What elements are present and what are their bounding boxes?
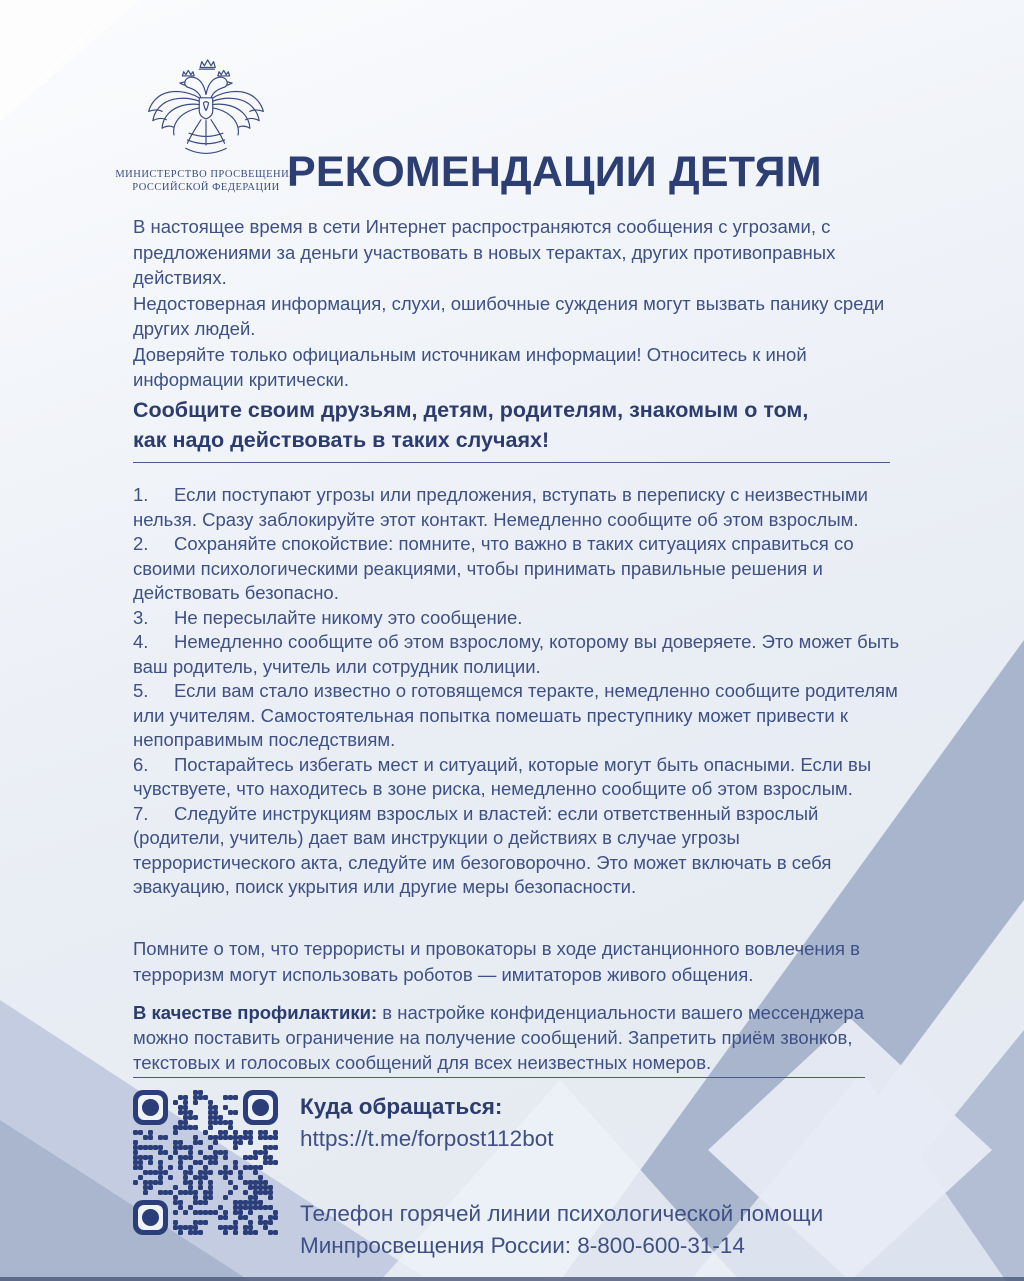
list-item-number: 3. xyxy=(133,606,149,628)
list-item-text: Немедленно сообщите об этом взрослому, которому вы доверяете. Это может быть ваш родитель, учитель или сотрудник полиции. xyxy=(133,631,900,677)
intro-paragraph: В настоящее время в сети Интернет распространяются сообщения с угрозами, с предложениями за деньги участвовать в новых терактах, других противоправных действиях. xyxy=(133,216,836,288)
list-item-number: 5. xyxy=(133,680,149,701)
list-item-number: 6. xyxy=(133,753,149,775)
prevention-label: В качестве профилактики: xyxy=(133,1002,378,1023)
ministry-emblem xyxy=(128,54,284,177)
list-item xyxy=(133,679,905,753)
ministry-caption xyxy=(95,168,317,194)
prevention-text: в настройке конфиденциальности вашего мессенджера можно поставить ограничение на получение сообщений. Запретить приём звонков, текстовых и голосовых сообщений для всех неизвестных номеров. xyxy=(133,1002,864,1073)
list-item xyxy=(133,483,905,532)
divider xyxy=(133,1077,865,1078)
hotline-text xyxy=(300,1198,940,1261)
list-item-number: 4. xyxy=(133,631,149,652)
list-item-text: Не пересылайте никому это сообщение. xyxy=(174,606,523,628)
hotline-line2: Минпросвещения России: 8-800-600-31-14 xyxy=(300,1232,745,1258)
callout-heading xyxy=(133,395,923,455)
list-item-text: Следуйте инструкциям взрослых и властей: если ответственный взрослый (родители, учитель) дает вам инструкции о действиях в случае угрозы террористического акта, следуйте им безоговорочно. Это может включать в себя эвакуацию, поиск укрытия или другие меры безопасности. xyxy=(133,802,832,897)
callout-line1: Сообщите своим друзьям, детям, родителям, знакомым о том, xyxy=(133,398,809,422)
list-item xyxy=(133,802,905,900)
intro-paragraph: Доверяйте только официальным источникам информации! Относитесь к иной информации критически. xyxy=(133,343,807,390)
bottom-edge-strip xyxy=(0,1277,1024,1281)
contact-heading: Куда обращаться: xyxy=(300,1094,503,1119)
list-item xyxy=(133,532,905,606)
list-item-text: Если вам стало известно о готовящемся теракте, немедленно сообщите родителям или учителям. Самостоятельная попытка помешать преступнику может привести к непоправимым последствиям. xyxy=(133,680,898,750)
intro-paragraph: Недостоверная информация, слухи, ошибочные суждения могут вызвать панику среди других людей. xyxy=(133,292,885,339)
page-title: РЕКОМЕНДАЦИИ ДЕТЯМ xyxy=(287,148,822,196)
qr-code xyxy=(133,1090,278,1235)
qr-code-icon xyxy=(133,1090,278,1235)
reminder-paragraph: Помните о том, что террористы и провокаторы в ходе дистанционного вовлечения в терроризм могут использовать роботов — имитаторов живого общения. xyxy=(133,938,860,985)
list-item xyxy=(133,630,905,679)
list-item-number: 1. xyxy=(133,484,149,505)
contact-block xyxy=(300,1094,940,1261)
double-eagle-icon xyxy=(128,54,284,172)
list-item-text: Если поступают угрозы или предложения, вступать в переписку с неизвестными нельзя. Сразу заблокируйте этот контакт. Немедленно сообщите об этом взрослым. xyxy=(133,484,869,530)
list-item-number: 7. xyxy=(133,802,149,824)
ministry-caption-line2: РОССИЙСКОЙ ФЕДЕРАЦИИ xyxy=(132,182,280,193)
prevention-paragraph xyxy=(133,1000,905,1075)
ministry-caption-line1: МИНИСТЕРСТВО ПРОСВЕЩЕНИЯ xyxy=(115,169,297,180)
list-item xyxy=(133,606,905,631)
intro-section xyxy=(133,214,905,393)
list-item xyxy=(133,753,905,802)
list-item-text: Сохраняйте спокойствие: помните, что важно в таких ситуациях справиться со своими психологическими реакциями, чтобы принимать правильные решения и действовать безопасно. xyxy=(133,533,854,603)
telegram-bot-link[interactable]: https://t.me/forpost112bot xyxy=(300,1126,554,1151)
hotline-line1: Телефон горячей линии психологической помощи xyxy=(300,1201,824,1226)
recommendations-list xyxy=(133,483,905,900)
list-item-number: 2. xyxy=(133,533,149,554)
list-item-text: Постарайтесь избегать мест и ситуаций, которые могут быть опасными. Если вы чувствуете, что находитесь в зоне риска, немедленно сообщите об этом взрослым. xyxy=(133,753,872,799)
callout-line2: как надо действовать в таких случаях! xyxy=(133,428,550,452)
divider xyxy=(133,462,890,463)
